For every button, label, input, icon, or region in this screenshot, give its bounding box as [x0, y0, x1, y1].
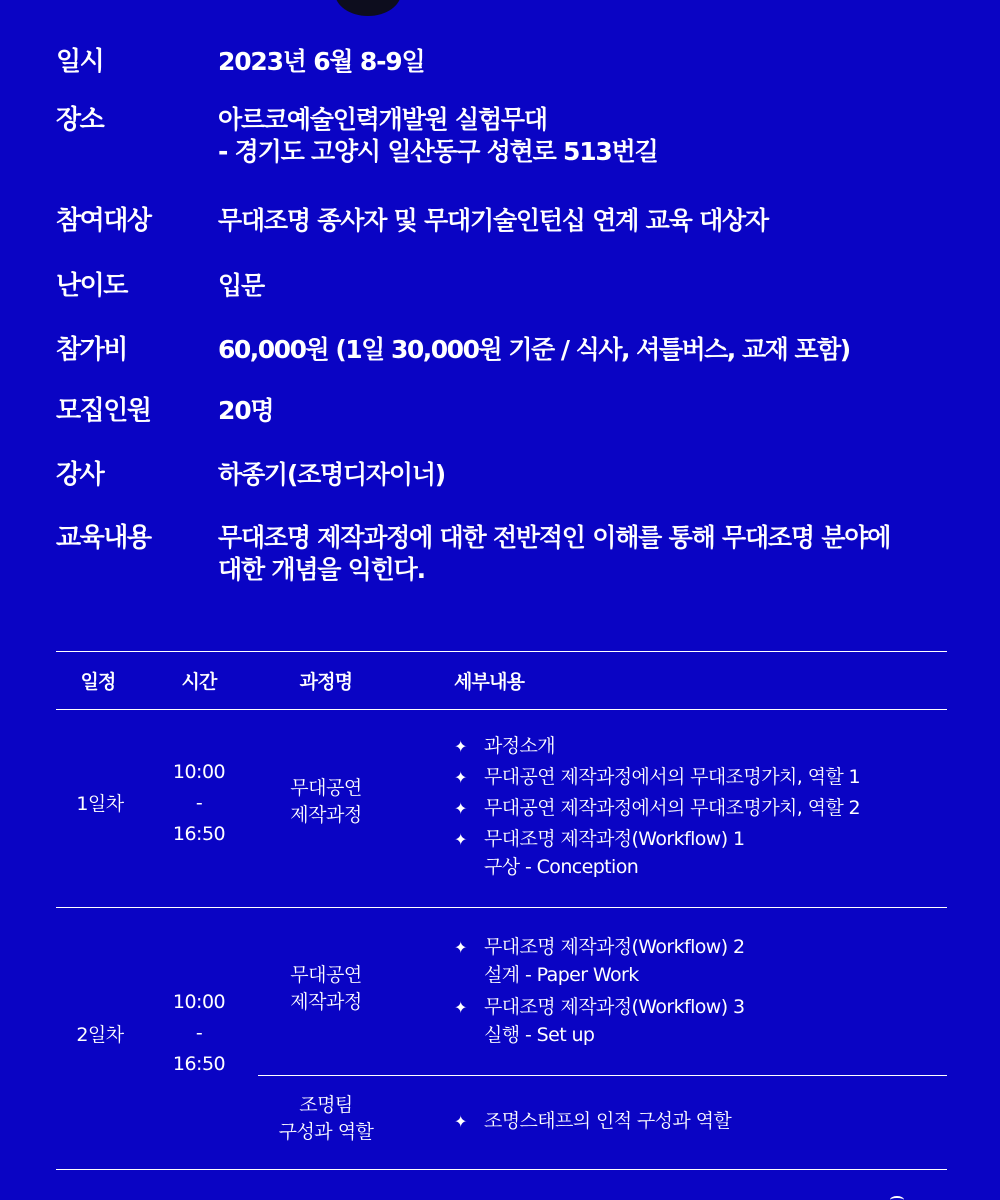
- day2-detail-2-sub: 실행 - Set up: [484, 1024, 595, 1046]
- day2-course-b-line-1: 조명팀: [299, 1094, 353, 1116]
- place-label: 장소: [56, 105, 104, 135]
- day2-details-a: [454, 933, 744, 1049]
- star-bullet-icon: ✦: [454, 799, 467, 818]
- day2-time: [156, 987, 242, 1080]
- info-row-content: [56, 520, 890, 586]
- content-value: [218, 520, 890, 586]
- date-value: 2023년 6월 8-9일: [218, 47, 425, 76]
- place-value: [218, 102, 658, 168]
- info-row-target: [56, 203, 768, 239]
- day2-detail-1-sub: 설계 - Paper Work: [484, 964, 639, 986]
- day2-time-end: 16:50: [172, 1053, 226, 1075]
- table-bottom-rule: [56, 1169, 947, 1170]
- info-row-place: [56, 102, 658, 168]
- header-day: 일정: [80, 671, 116, 693]
- day1-time-sep: -: [195, 792, 203, 814]
- day2-course-a-line-1: 무대공연: [290, 964, 362, 986]
- header-time: 시간: [181, 671, 217, 693]
- day2-course-b: [268, 1092, 384, 1146]
- fee-label: 참가비: [56, 335, 127, 365]
- day1-time-start: 10:00: [172, 761, 226, 783]
- day1-detail-3: 무대공연 제작과정에서의 무대조명가치, 역할 2: [484, 797, 861, 819]
- decorative-arc: [890, 1196, 904, 1200]
- day2-detail-3: 조명스태프의 인적 구성과 역할: [484, 1110, 732, 1132]
- decorative-blob: [335, 0, 401, 16]
- list-item: [454, 1107, 731, 1137]
- count-label: 모집인원: [56, 396, 151, 426]
- star-bullet-icon: ✦: [454, 938, 467, 957]
- day1-details: [454, 732, 860, 881]
- instructor-value: 하종기(조명디자이너): [218, 460, 446, 489]
- day2-course-a: [268, 962, 384, 1016]
- day1-detail-2: 무대공연 제작과정에서의 무대조명가치, 역할 1: [484, 766, 861, 788]
- day2-time-sep: -: [195, 1022, 203, 1044]
- star-bullet-icon: ✦: [454, 830, 467, 849]
- level-label: 난이도: [56, 271, 127, 301]
- target-label: 참여대상: [56, 206, 151, 236]
- schedule-table: [56, 651, 947, 1171]
- header-details: 세부내용: [454, 671, 525, 693]
- date-label: 일시: [56, 47, 104, 77]
- star-bullet-icon: ✦: [454, 998, 467, 1017]
- info-row-count: [56, 393, 273, 429]
- star-bullet-icon: ✦: [454, 768, 467, 787]
- day1-course-line-2: 제작과정: [290, 804, 362, 826]
- info-row-level: [56, 268, 264, 304]
- day1-time-end: 16:50: [172, 823, 226, 845]
- day1-detail-4: 무대조명 제작과정(Workflow) 1: [484, 828, 745, 850]
- place-address: - 경기도 고양시 일산동구 성현로 513번길: [218, 137, 658, 166]
- list-item: [454, 933, 744, 993]
- content-label: 교육내용: [56, 523, 151, 553]
- place-name: 아르코예술인력개발원 실험무대: [218, 105, 547, 134]
- day1-label: 1일차: [76, 793, 124, 815]
- day1-detail-4-sub: 구상 - Conception: [484, 856, 639, 878]
- content-line-1: 무대조명 제작과정에 대한 전반적인 이해를 통해 무대조명 분야에: [218, 523, 891, 552]
- list-item: [454, 732, 860, 763]
- info-row-fee: [56, 332, 850, 368]
- day2-time-start: 10:00: [172, 991, 226, 1013]
- day2-details-b: [454, 1107, 731, 1137]
- count-value: 20명: [218, 396, 274, 425]
- day2-label: 2일차: [76, 1024, 124, 1046]
- day1-rule: [56, 907, 947, 908]
- info-row-instructor: [56, 457, 445, 493]
- content-line-2: 대한 개념을 익힌다.: [218, 555, 425, 584]
- instructor-label: 강사: [56, 460, 104, 490]
- list-item: [454, 993, 744, 1049]
- star-bullet-icon: ✦: [454, 737, 467, 756]
- day2-detail-1: 무대조명 제작과정(Workflow) 2: [484, 936, 745, 958]
- day2-subrule: [258, 1075, 947, 1076]
- header-rule: [56, 709, 947, 710]
- day2-detail-2: 무대조명 제작과정(Workflow) 3: [484, 996, 745, 1018]
- list-item: [454, 794, 860, 825]
- day2-course-b-line-2: 구성과 역할: [278, 1121, 374, 1143]
- level-value: 입문: [218, 271, 264, 300]
- list-item: [454, 763, 860, 794]
- target-value: 무대조명 종사자 및 무대기술인턴십 연계 교육 대상자: [218, 206, 768, 235]
- star-bullet-icon: ✦: [454, 1112, 467, 1131]
- list-item: [454, 825, 860, 881]
- day1-time: [156, 757, 242, 850]
- day1-course-line-1: 무대공연: [290, 777, 362, 799]
- fee-value: 60,000원 (1일 30,000원 기준 / 식사, 셔틀버스, 교재 포함): [218, 335, 850, 364]
- day1-detail-1: 과정소개: [484, 735, 556, 757]
- day2-course-a-line-2: 제작과정: [290, 991, 362, 1013]
- header-course: 과정명: [299, 671, 353, 693]
- day1-course: [268, 775, 384, 829]
- info-row-date: [56, 44, 424, 80]
- table-top-rule: [56, 651, 947, 652]
